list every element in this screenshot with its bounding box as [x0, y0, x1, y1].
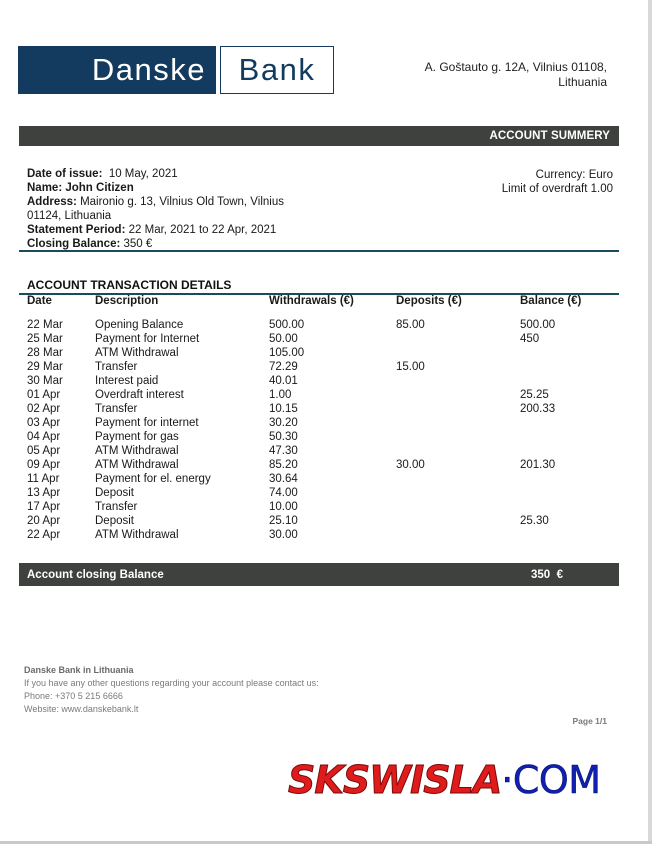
row-description: ATM Withdrawal — [95, 529, 179, 541]
header-deposits: Deposits (€) — [396, 295, 462, 307]
row-withdrawal: 10.15 — [269, 403, 298, 415]
transaction-details-title: ACCOUNT TRANSACTION DETAILS — [27, 278, 232, 292]
table-row — [27, 486, 617, 500]
table-row — [27, 360, 617, 374]
row-date: 22 Mar — [27, 319, 63, 331]
row-description: ATM Withdrawal — [95, 459, 179, 471]
row-date: 30 Mar — [27, 375, 63, 387]
customer-name — [27, 181, 327, 195]
table-row — [27, 332, 617, 346]
row-withdrawal: 105.00 — [269, 347, 305, 359]
account-closing-balance-value: 350 € — [531, 569, 563, 581]
table-row — [27, 472, 617, 486]
footer-title: Danske Bank in Lithuania — [24, 665, 134, 675]
row-description: Payment for el. energy — [95, 473, 211, 485]
customer-address-line1: Maironio g. 13, Vilnius Old Town, Vilnius — [80, 196, 284, 208]
account-closing-balance-bar — [19, 563, 619, 586]
closing-balance — [27, 237, 327, 251]
row-description: Payment for Internet — [95, 333, 200, 345]
row-date: 04 Apr — [27, 431, 61, 443]
account-summary-right — [413, 168, 613, 196]
row-withdrawal: 10.00 — [269, 501, 298, 513]
row-description: Payment for internet — [95, 417, 199, 429]
row-description: Transfer — [95, 403, 138, 415]
statement-period-value: 22 Mar, 2021 to 22 Apr, 2021 — [128, 224, 277, 236]
row-description: Transfer — [95, 501, 138, 513]
row-balance: 201.30 — [520, 459, 556, 471]
row-withdrawal: 40.01 — [269, 375, 298, 387]
row-balance: 500.00 — [520, 319, 556, 331]
account-summary-bar — [19, 126, 619, 146]
table-row — [27, 528, 617, 542]
date-of-issue — [27, 167, 327, 181]
row-date: 22 Apr — [27, 529, 61, 541]
footer-contact-text: If you have any other questions regarding your account please contact us: — [24, 678, 319, 688]
row-description: Deposit — [95, 515, 134, 527]
table-row — [27, 458, 617, 472]
customer-name-value: John Citizen — [65, 182, 134, 194]
customer-address — [27, 195, 327, 209]
table-row — [27, 388, 617, 402]
row-balance: 200.33 — [520, 403, 556, 415]
footer-phone: Phone: +370 5 215 6666 — [24, 691, 123, 701]
closing-balance-label: Closing Balance: — [27, 238, 121, 250]
danske-bank-logo — [18, 46, 334, 94]
watermark-blue-text: ·COM — [501, 758, 601, 802]
row-date: 29 Mar — [27, 361, 63, 373]
row-date: 03 Apr — [27, 417, 61, 429]
footer-website[interactable]: Website: www.danskebank.lt — [24, 704, 139, 714]
row-date: 25 Mar — [27, 333, 63, 345]
header-description: Description — [95, 295, 159, 307]
row-date: 02 Apr — [27, 403, 61, 415]
row-date: 11 Apr — [27, 473, 60, 485]
logo-danske: Danske — [18, 46, 216, 94]
closing-balance-value: 350 € — [123, 238, 153, 250]
footer-contact — [24, 664, 319, 716]
statement-period — [27, 223, 327, 237]
overdraft-limit: Limit of overdraft 1.00 — [501, 183, 613, 195]
row-withdrawal: 25.10 — [269, 515, 298, 527]
row-description: Overdraft interest — [95, 389, 184, 401]
table-row — [27, 346, 617, 360]
watermark — [288, 758, 601, 804]
row-withdrawal: 74.00 — [269, 487, 298, 499]
header-balance: Balance (€) — [520, 295, 582, 307]
row-description: Interest paid — [95, 375, 159, 387]
row-withdrawal: 85.20 — [269, 459, 298, 471]
row-withdrawal: 30.20 — [269, 417, 298, 429]
transaction-table-header — [27, 294, 617, 308]
bank-address — [367, 60, 607, 90]
table-row — [27, 318, 617, 332]
row-deposit: 85.00 — [396, 319, 425, 331]
customer-address-line2: 01124, Lithuania — [27, 210, 112, 222]
table-row — [27, 500, 617, 514]
row-withdrawal: 50.00 — [269, 333, 298, 345]
header-withdrawals: Withdrawals (€) — [269, 295, 354, 307]
currency: Currency: Euro — [535, 169, 613, 181]
table-row — [27, 430, 617, 444]
statement-period-label: Statement Period: — [27, 224, 126, 236]
row-withdrawal: 50.30 — [269, 431, 298, 443]
account-summary-details — [27, 167, 327, 251]
row-withdrawal: 500.00 — [269, 319, 305, 331]
row-deposit: 15.00 — [396, 361, 425, 373]
row-date: 17 Apr — [27, 501, 61, 513]
row-description: ATM Withdrawal — [95, 347, 179, 359]
account-summary-heading: ACCOUNT SUMMERY — [489, 130, 610, 142]
logo-bank: Bank — [220, 46, 334, 94]
table-row — [27, 514, 617, 528]
row-description: Transfer — [95, 361, 138, 373]
bank-address-line2: Lithuania — [558, 75, 607, 89]
date-of-issue-label: Date of issue: — [27, 168, 103, 180]
row-withdrawal: 30.00 — [269, 529, 298, 541]
row-withdrawal: 30.64 — [269, 473, 298, 485]
table-row — [27, 416, 617, 430]
bank-address-line1: A. Goštauto g. 12A, Vilnius 01108, — [424, 60, 607, 74]
row-date: 01 Apr — [27, 389, 61, 401]
page-number: Page 1/1 — [572, 716, 607, 726]
row-deposit: 30.00 — [396, 459, 425, 471]
transaction-table-body — [27, 318, 617, 542]
row-description: Opening Balance — [95, 319, 184, 331]
header-date: Date — [27, 295, 52, 307]
row-date: 09 Apr — [27, 459, 61, 471]
row-balance: 25.25 — [520, 389, 549, 401]
row-description: Payment for gas — [95, 431, 179, 443]
row-withdrawal: 47.30 — [269, 445, 298, 457]
row-date: 13 Apr — [27, 487, 61, 499]
row-date: 28 Mar — [27, 347, 63, 359]
row-balance: 450 — [520, 333, 540, 345]
table-row — [27, 402, 617, 416]
row-withdrawal: 1.00 — [269, 389, 292, 401]
table-row — [27, 444, 617, 458]
page-edge — [648, 0, 652, 844]
watermark-red-text: SKSWISLA — [288, 758, 502, 802]
row-balance: 25.30 — [520, 515, 549, 527]
row-description: ATM Withdrawal — [95, 445, 179, 457]
customer-address-label: Address: — [27, 196, 77, 208]
row-description: Deposit — [95, 487, 134, 499]
row-date: 20 Apr — [27, 515, 61, 527]
table-row — [27, 374, 617, 388]
row-date: 05 Apr — [27, 445, 61, 457]
date-of-issue-value: 10 May, 2021 — [108, 168, 178, 180]
section-divider — [19, 250, 619, 252]
customer-name-label: Name: — [27, 182, 63, 194]
row-withdrawal: 72.29 — [269, 361, 298, 373]
account-closing-balance-label: Account closing Balance — [27, 569, 164, 581]
